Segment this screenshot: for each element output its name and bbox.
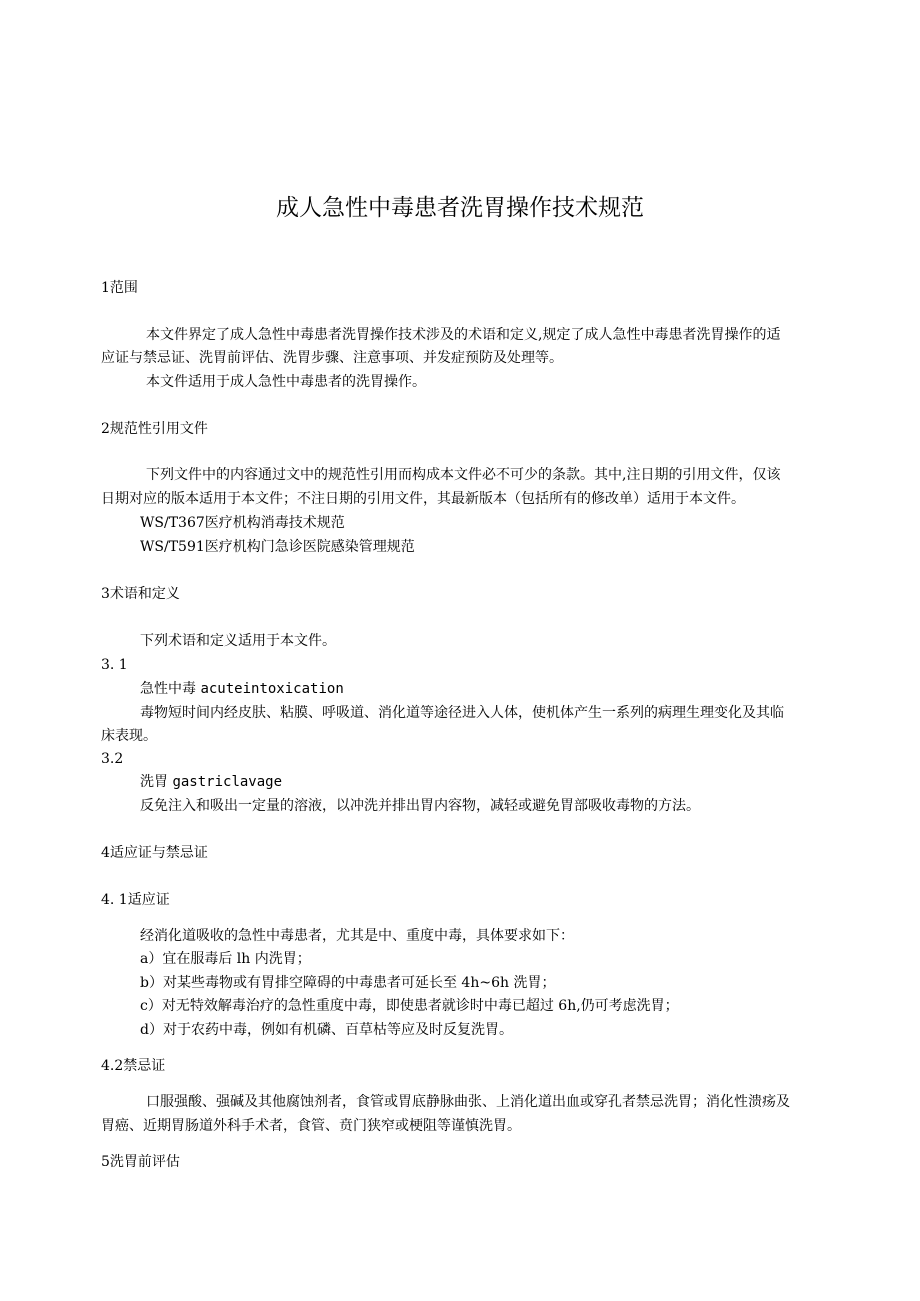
term-1-definition-line-2: 床表现。 (101, 728, 157, 744)
section-2-paragraph-line-1: 下列文件中的内容通过文中的规范性引用而构成本文件必不可少的条款。其中,注日期的引用文件，仅该 (146, 467, 781, 483)
section-3-heading: 3术语和定义 (101, 586, 180, 602)
indications-intro: 经消化道吸收的急性中毒患者，尤其是中、重度中毒，具体要求如下： (140, 928, 574, 944)
term-english: acuteintoxication (200, 681, 344, 697)
term-1-definition-line-1: 毒物短时间内经皮肤、粘膜、呼吸道、消化道等途径进入人体，使机体产生一系列的病理生理变化及其临 (140, 705, 784, 721)
reference-title: 医疗机构消毒技术规范 (204, 515, 345, 531)
reference-code: WS/T591 (140, 539, 205, 555)
section-4-1-heading: 4. 1适应证 (101, 892, 170, 908)
section-1-heading: 1范围 (101, 280, 138, 296)
section-1-paragraph-2: 本文件适用于成人急性中毒患者的洗胃操作。 (146, 374, 426, 390)
term-2-definition: 反免注入和吸出一定量的溶液，以冲洗并排出胃内容物，减轻或避免胃部吸收毒物的方法。 (140, 798, 700, 814)
section-4-2-heading: 4.2禁忌证 (101, 1058, 166, 1074)
section-1-paragraph-1-line-2: 应证与禁忌证、洗胃前评估、洗胃步骤、注意事项、并发症预防及处理等。 (101, 350, 563, 366)
term-2-name (140, 771, 282, 793)
term-2-number: 3.2 (101, 751, 124, 767)
term-chinese: 急性中毒 (140, 681, 196, 697)
term-1-name (140, 678, 344, 700)
indication-item-a: a）宜在服毒后 lh 内洗胃； (140, 951, 311, 967)
term-chinese: 洗胃 (140, 774, 168, 790)
normative-reference-1 (140, 512, 345, 534)
section-2-heading: 2规范性引用文件 (101, 421, 208, 437)
section-5-heading: 5洗胃前评估 (101, 1154, 180, 1170)
section-1-paragraph-1-line-1: 本文件界定了成人急性中毒患者洗胃操作技术涉及的术语和定义,规定了成人急性中毒患者洗胃操作的适 (146, 327, 781, 343)
reference-title: 医疗机构门急诊医院感染管理规范 (204, 539, 415, 555)
section-3-intro: 下列术语和定义适用于本文件。 (140, 633, 336, 649)
term-english: gastriclavage (172, 774, 283, 790)
section-4-heading: 4适应证与禁忌证 (101, 845, 208, 861)
reference-code: WS/T367 (140, 515, 205, 531)
term-1-number: 3. 1 (101, 657, 128, 673)
contraindications-line-2: 胃癌、近期胃肠道外科手术者，食管、贲门狭窄或梗阻等谨慎洗胃。 (101, 1118, 521, 1134)
indication-item-d: d）对于农药中毒，例如有机磷、百草枯等应及时反复洗胃。 (140, 1022, 513, 1038)
normative-reference-2 (140, 536, 415, 558)
contraindications-line-1: 口服强酸、强碱及其他腐蚀剂者，食管或胃底静脉曲张、上消化道出血或穿孔者禁忌洗胃；消化性溃疡及 (146, 1094, 790, 1110)
indication-item-c: c）对无特效解毒治疗的急性重度中毒，即使患者就诊时中毒已超过 6h,仍可考虑洗胃； (140, 998, 679, 1014)
section-2-paragraph-line-2: 日期对应的版本适用于本文件；不注日期的引用文件，其最新版本（包括所有的修改单）适用于本文件。 (101, 491, 745, 507)
document-title: 成人急性中毒患者洗胃操作技术规范 (276, 195, 644, 221)
indication-item-b: b）对某些毒物或有胃排空障碍的中毒患者可延长至 4h~6h 洗胃； (140, 975, 556, 991)
